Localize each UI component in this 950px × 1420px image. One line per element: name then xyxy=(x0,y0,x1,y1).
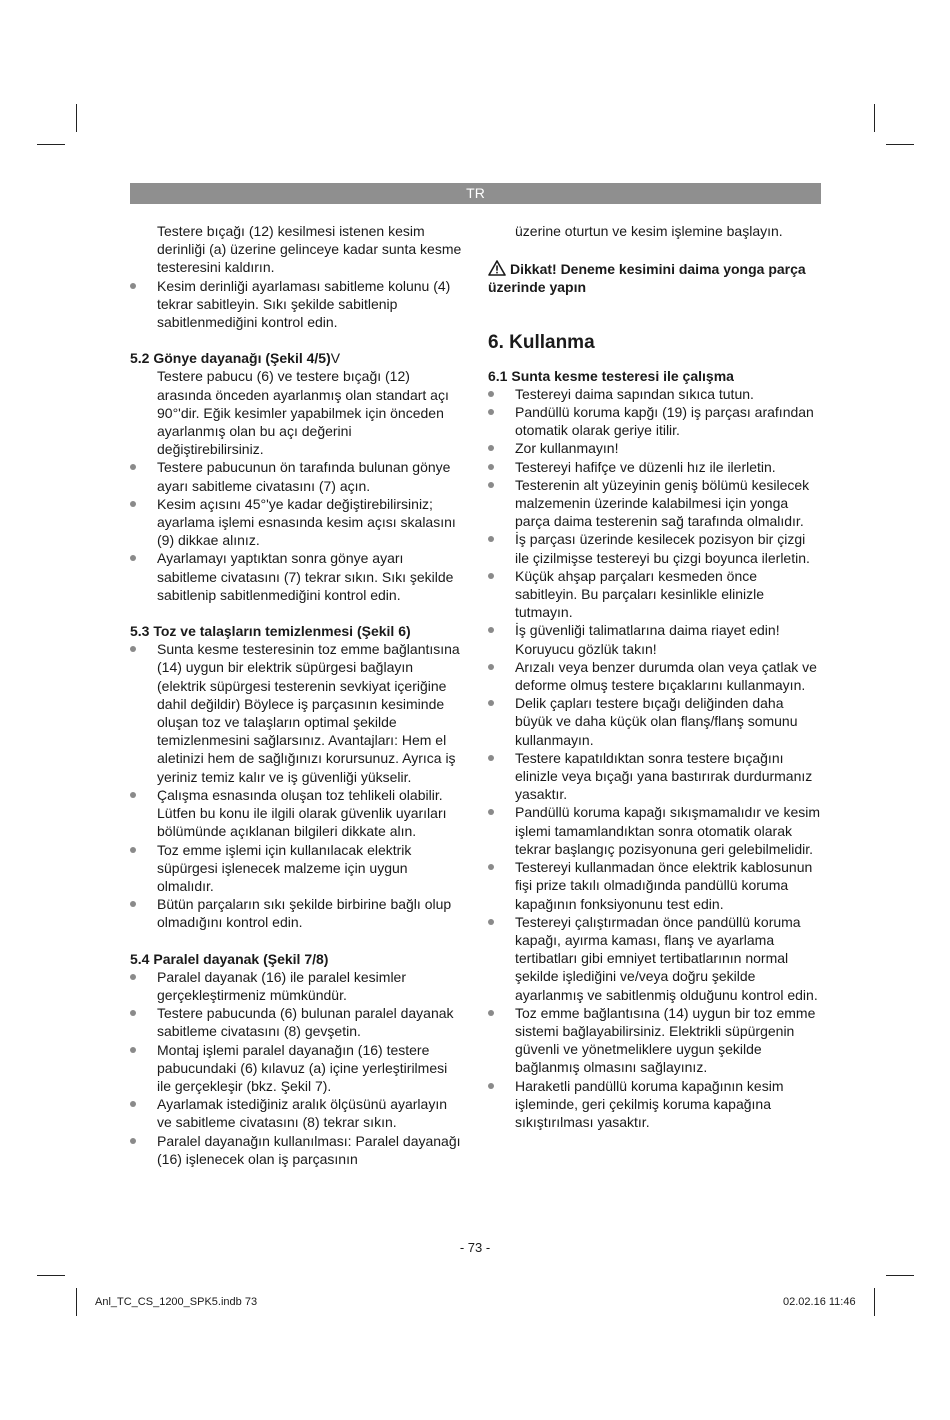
list-item: Toz emme işlemi için kullanılacak elektrik süpürgesi işlenecek malzeme için uygun olmalıdır. xyxy=(130,841,462,896)
list-item: Ayarlamak istediğiniz aralık ölçüsünü ayarlayın ve sabitleme civatasını (8) tekrar sıkın. xyxy=(130,1095,462,1131)
section-5-3-title: 5.3 Toz ve talaşların temizlenmesi (Şekil 6) xyxy=(130,623,411,640)
list-item: Testere pabucunda (6) bulunan paralel dayanak sabitleme civatasını (8) gevşetin. xyxy=(130,1004,462,1040)
crop-mark xyxy=(76,1288,77,1316)
bullet-icon xyxy=(488,445,494,451)
crop-mark xyxy=(874,1288,875,1316)
list-item: Bütün parçaların sıkı şekilde birbirine bağlı olup olmadığını kontrol edin. xyxy=(130,895,462,931)
bullet-icon xyxy=(130,555,136,561)
list-item: Delik çapları testere bıçağı deliğinden daha büyük ve daha küçük olan flanş/flanş somunu kullanmayın. xyxy=(488,694,822,749)
list-item: Testereyi hafifçe ve düzenli hız ile ilerletin. xyxy=(488,458,822,476)
bullet-icon xyxy=(488,391,494,397)
list-item: İş güvenliği talimatlarına daima riayet edin! Koruyucu gözlük takın! xyxy=(488,621,822,657)
list-item: Haraketli pandüllü koruma kapağının kesim işleminde, geri çekilmiş koruma kapağına sıkıştırılması yasaktır. xyxy=(488,1077,822,1132)
list-item: Montaj işlemi paralel dayanağın (16) testere pabucundaki (6) kılavuz (a) içine yerleştirilmesi ile gerçekleşir (bkz. Şekil 7). xyxy=(130,1041,462,1096)
list-item: Testereyi kullanmadan önce elektrik kablosunun fişi prize takılı olmadığında pandüllü koruma kapağının fonksiyonunu test edin. xyxy=(488,858,822,913)
bullet-icon xyxy=(130,464,136,470)
intro-text: Testere bıçağı (12) kesilmesi istenen kesim derinliği (a) üzerine gelinceye kadar sunta kesme testeresini kaldırın. xyxy=(157,223,462,276)
bullet-icon xyxy=(488,536,494,542)
crop-mark xyxy=(886,144,914,145)
bullet-icon xyxy=(488,1083,494,1089)
page-number: - 73 - xyxy=(459,1240,491,1255)
right-column xyxy=(488,222,822,1131)
section-6-1-title: 6.1 Sunta kesme testeresi ile çalışma xyxy=(488,367,734,384)
bullet-icon xyxy=(488,573,494,579)
list-item: Paralel dayanak (16) ile paralel kesimler gerçekleştirmeniz mümkündür. xyxy=(130,968,462,1004)
list-item: Kesim açısını 45°'ye kadar değiştirebilirsiniz; ayarlama işlemi esnasında kesim açısı skalasını (9) dikkae alınız. xyxy=(130,495,462,550)
intro-bullets xyxy=(130,277,462,332)
bullet-icon xyxy=(130,974,136,980)
list-item: Paralel dayanağın kullanılması: Paralel dayanağı (16) işlenecek olan iş parçasının xyxy=(130,1132,462,1168)
continuation-text: üzerine oturtun ve kesim işlemine başlayın. xyxy=(515,223,783,239)
list-item: Testere kapatıldıktan sonra testere bıçağını elinizle veya bıçağı yana bastırırak durdurmanız yasaktır. xyxy=(488,749,822,804)
section-5-2-title: 5.2 Gönye dayanağı (Şekil 4/5)V xyxy=(130,350,341,367)
list-item: Ayarlamayı yaptıktan sonra gönye ayarı sabitleme civatasını (7) tekrar sıkın. Sıkı şekilde sabitlenip sabitlenmediğini kontrol edin. xyxy=(130,549,462,604)
section-5-4-title: 5.4 Paralel dayanak (Şekil 7/8) xyxy=(130,950,329,967)
crop-mark xyxy=(76,104,77,132)
bullet-icon xyxy=(488,809,494,815)
bullet-icon xyxy=(488,919,494,925)
bullet-icon xyxy=(488,700,494,706)
section-5-2-bullets xyxy=(130,458,462,604)
chapter-6-title: 6. Kullanma xyxy=(488,331,595,353)
bullet-icon xyxy=(130,646,136,652)
bullet-icon xyxy=(130,1047,136,1053)
crop-mark xyxy=(37,1275,65,1276)
bullet-icon xyxy=(130,283,136,289)
bullet-icon xyxy=(488,664,494,670)
section-5-3-bullets xyxy=(130,640,462,931)
list-item: Pandüllü koruma kapağı sıkışmamalıdır ve kesim işlemi tamamlandıktan sonra otomatik olarak tekrar başlangıç pozisyonuna geri gelebilmelidir. xyxy=(488,803,822,858)
left-column xyxy=(130,222,462,1168)
list-item: Çalışma esnasında oluşan toz tehlikeli olabilir. Lütfen bu konu ile ilgili olarak güvenlik uyarıları bölümünde açıklanan bilgileri dikkate alın. xyxy=(130,786,462,841)
crop-mark xyxy=(886,1275,914,1276)
bullet-icon xyxy=(488,409,494,415)
bullet-icon xyxy=(130,501,136,507)
list-item: Sunta kesme testeresinin toz emme bağlantısına (14) uygun bir elektrik süpürgesi bağlayın (elektrik süpürgesi testerenin sevkiyat içeriğine dahil değildir) Böylece iş parçasının kesiminde oluşan toz ve talaşların optimal şekilde temizlenmesini sağlarsınız. Avantajları: Hem el aletinizi hem de sağlığınızı korursunuz. Ayrıca iş yeriniz temiz kalır ve iş güvenliği yükselir. xyxy=(130,640,462,786)
bullet-icon xyxy=(488,1010,494,1016)
list-item: Küçük ahşap parçaları kesmeden önce sabitleyin. Bu parçaları kesinlikle elinizle tutmayın. xyxy=(488,567,822,622)
bullet-icon xyxy=(130,901,136,907)
crop-mark xyxy=(874,104,875,132)
bullet-icon xyxy=(130,792,136,798)
section-5-4-bullets xyxy=(130,968,462,1168)
bullet-icon xyxy=(488,464,494,470)
list-item: Testereyi çalıştırmadan önce pandüllü koruma kapağı, ayırma kaması, flanş ve ayarlama tertibatları gibi emniyet tertibatlarının normal şekilde işlediğini ve/veya doğru şekilde ayarlanmış ve sabitlenmiş olduğunu kontrol edin. xyxy=(488,913,822,1004)
list-item: Kesim derinliği ayarlaması sabitleme kolunu (4) tekrar sabitleyin. Sıkı şekilde sabitlenip sabitlenmediğini kontrol edin. xyxy=(130,277,462,332)
list-item: Zor kullanmayın! xyxy=(488,439,822,457)
section-5-2-text: Testere pabucu (6) ve testere bıçağı (12) arasında önceden ayarlanmış olan standart açı 90°'dir. Eğik kesimler yapabilmek için önceden ayarlanmış olan bu açı değerini değiştirebilirsiniz. xyxy=(157,368,449,458)
bullet-icon xyxy=(130,1101,136,1107)
list-item: Testere pabucunun ön tarafında bulunan gönye ayarı sabitleme civatasını (7) açın. xyxy=(130,458,462,494)
warning-triangle-icon xyxy=(488,260,506,276)
bullet-icon xyxy=(488,755,494,761)
list-item: İş parçası üzerinde kesilecek pozisyon bir çizgi ile çizilmişse testereyi bu çizgi boyunca ilerletin. xyxy=(488,530,822,566)
bullet-icon xyxy=(488,864,494,870)
list-item: Toz emme bağlantısına (14) uygun bir toz emme sistemi bağlayabilirsiniz. Elektrikli süpürgenin güvenli ve yönetmeliklere uygun şekilde bağlanmış olmasını sağlayınız. xyxy=(488,1004,822,1077)
warning-note: Dikkat! Deneme kesimini daima yonga parça üzerinde yapın xyxy=(488,261,806,296)
section-6-1-bullets xyxy=(488,385,822,1131)
list-item: Testereyi daima sapından sıkıca tutun. xyxy=(488,385,822,403)
footer-date: 02.02.16 11:46 xyxy=(783,1296,856,1308)
list-item: Pandüllü koruma kapğı (19) iş parçası arafından otomatik olarak geriye itilir. xyxy=(488,403,822,439)
crop-mark xyxy=(37,144,65,145)
bullet-icon xyxy=(488,482,494,488)
bullet-icon xyxy=(130,1010,136,1016)
footer-file-name: Anl_TC_CS_1200_SPK5.indb 73 xyxy=(95,1296,258,1308)
bullet-icon xyxy=(130,847,136,853)
language-header-bar: TR xyxy=(130,183,821,204)
bullet-icon xyxy=(488,627,494,633)
list-item: Testerenin alt yüzeyinin geniş bölümü kesilecek malzemenin üzerinde kalabilmesi için yonga parça daima testerenin sağ tarafında olmalıdır. xyxy=(488,476,822,531)
bullet-icon xyxy=(130,1138,136,1144)
list-item: Arızalı veya benzer durumda olan veya çatlak ve deforme olmuş testere bıçaklarını kullanmayın. xyxy=(488,658,822,694)
